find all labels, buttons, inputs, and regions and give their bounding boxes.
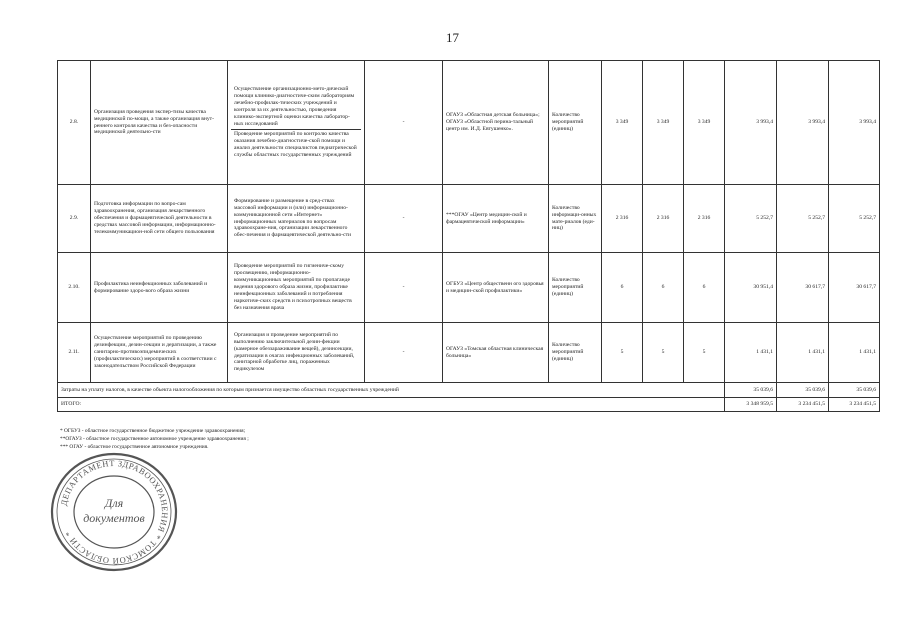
- row-indicator: Количество информаци-онных мате-риалов (еди-ниц): [549, 185, 602, 253]
- row-number: 2.9.: [58, 185, 91, 253]
- activity-item: Осуществление организационно-мето-дической помощи клинико-диагностиче-ским лабораториям лечебно-профилак-тических учреждений и контроля за их деятельностью, проведения клинико-экспертной оценки качества лаборатор-ных исследований: [234, 86, 355, 127]
- footnote: **ОГАУЗ - областное государственное автономное учреждение здравоохранения ;: [60, 435, 249, 442]
- row-executor: ОГАУЗ «Томская областная клиническая больница»: [443, 323, 549, 383]
- row-activities: [228, 61, 365, 185]
- total-row: [58, 398, 880, 412]
- row-indicator: Количество мероприятий (единиц): [549, 323, 602, 383]
- row-number: 2.10.: [58, 253, 91, 323]
- page-number: 17: [446, 30, 459, 45]
- row-sum-3: 30 617,7: [829, 253, 880, 323]
- row-number: 2.11.: [58, 323, 91, 383]
- row-activities: [228, 253, 365, 323]
- row-quantity-3: 6: [684, 253, 725, 323]
- row-executor: ОГАУЗ «Областная детская больница»; ОГАУЗ «Областной перина-тальный центр им. И.Д. Евтушенко».: [443, 61, 549, 185]
- row-indicator: Количество мероприятий (единиц): [549, 61, 602, 185]
- tax-row-sum-2: 35 039,6: [777, 383, 829, 398]
- total-row-sum-1: 3 348 959,5: [725, 398, 777, 412]
- stamp-ring-text: ДЕПАРТАМЕНТ ЗДРАВООХРАНЕНИЯ * ТОМСКОЙ ОБЛАСТИ *: [59, 458, 170, 566]
- row-dash: -: [365, 61, 443, 185]
- row-sum-2: 1 431,1: [777, 323, 829, 383]
- row-dash: -: [365, 185, 443, 253]
- table-row: [58, 185, 880, 253]
- row-quantity-2: 3 349: [643, 61, 684, 185]
- row-quantity-1: 3 349: [602, 61, 643, 185]
- row-name: Подготовка информации по вопро-сам здравоохранения, организация лекарственного обеспечения и фармацевтической деятельности в средствах массовой информации, информационно-телекоммуникацион-ной сети общего пользования: [91, 185, 228, 253]
- row-name: Профилактика неинфекционных заболеваний и формирование здоро-вого образа жизни: [91, 253, 228, 323]
- department-stamp: [48, 450, 180, 574]
- row-sum-2: 30 617,7: [777, 253, 829, 323]
- budget-table: [57, 60, 880, 412]
- row-sum-2: 5 252,7: [777, 185, 829, 253]
- row-quantity-3: 5: [684, 323, 725, 383]
- row-name: Организация проведения экспер-тизы качества медицинской по-мощи, а также организация внут-реннего контроля качества и без-опасности медицинской деятельно-сти: [91, 61, 228, 185]
- row-name: Осуществление мероприятий по проведению дезинфекции, дезин-секции и дератизации, а также санитарно-противоэпидемических (профилактических) мероприятий в соответствии с законодательством Российской Федерации: [91, 323, 228, 383]
- table-row: [58, 253, 880, 323]
- tax-row-sum-1: 35 039,6: [725, 383, 777, 398]
- row-sum-3: 5 252,7: [829, 185, 880, 253]
- activity-item: Организация и проведение мероприятий по выполнению заключительной дезин-фекции (камерное обеззараживание вещей), дезинсекции, дератизации в очагах инфекционных заболеваний, санитарной обработке лиц, пораженных педикулезом: [234, 331, 355, 373]
- row-quantity-2: 6: [643, 253, 684, 323]
- stamp-line-2: документов: [83, 511, 145, 525]
- row-quantity-1: 2 316: [602, 185, 643, 253]
- row-sum-2: 3 993,4: [777, 61, 829, 185]
- row-quantity-2: 2 316: [643, 185, 684, 253]
- stamp-line-1: Для: [104, 496, 124, 510]
- row-executor: ***ОГАУ «Центр медицин-ской и фармацевтической информации»: [443, 185, 549, 253]
- footnote: *** ОГАУ - областное государственное автономное учреждения.: [60, 443, 209, 450]
- table-row: [58, 61, 880, 185]
- row-sum-3: 3 993,4: [829, 61, 880, 185]
- row-number: 2.8.: [58, 61, 91, 185]
- row-activities: [228, 323, 365, 383]
- row-dash: -: [365, 323, 443, 383]
- row-quantity-3: 3 349: [684, 61, 725, 185]
- row-activities: [228, 185, 365, 253]
- activity-item: Проведение мероприятий по гигиениче-скому просвещению, информационно-коммуникационных мероприятий по пропаганде ведения здорового образа жизни, профилактике неинфекционных заболеваний и потребления наркотиче-ских средств и психотропных веществ без назначения врача: [234, 263, 352, 311]
- table-row: [58, 323, 880, 383]
- row-sum-1: 1 431,1: [725, 323, 777, 383]
- total-row-sum-3: 3 234 451,5: [829, 398, 880, 412]
- row-quantity-1: 6: [602, 253, 643, 323]
- footnote: * ОГБУЗ - областное государственное бюджетное учреждение здравоохранения;: [60, 428, 246, 434]
- row-dash: -: [365, 253, 443, 323]
- total-row-sum-2: 3 234 451,5: [777, 398, 829, 412]
- row-quantity-1: 5: [602, 323, 643, 383]
- total-row-label: ИТОГО:: [58, 398, 725, 412]
- row-indicator: Количество мероприятий (единиц): [549, 253, 602, 323]
- row-quantity-3: 2 316: [684, 185, 725, 253]
- tax-row: [58, 383, 880, 398]
- row-quantity-2: 5: [643, 323, 684, 383]
- activity-item: Проведение мероприятий по контролю качества оказания лечебно-диагностиче-ской помощи и анализ деятельности специалистов педиатрической службы областных государственных учреждений: [231, 129, 361, 160]
- row-executor: ОГБУЗ «Центр общественн ого здоровья и медицин-ской профилактики»: [443, 253, 549, 323]
- row-sum-3: 1 431,1: [829, 323, 880, 383]
- row-sum-1: 30 951,4: [725, 253, 777, 323]
- tax-row-sum-3: 35 039,6: [829, 383, 880, 398]
- row-sum-1: 5 252,7: [725, 185, 777, 253]
- footnotes: [60, 428, 249, 451]
- activity-item: Формирование и размещение в сред-ствах массовой информации и (или) информационно-коммуникационной сети «Интернет» информационных материалов по вопросам здравоохране-ния, организации лекарственного обес-печения и фармацевтической деятельно-сти: [234, 197, 352, 239]
- row-sum-1: 3 993,4: [725, 61, 777, 185]
- tax-row-label: Затраты на уплату налогов, в качестве объекта налогообложения по которым признается имущество областных государственных учреждений: [58, 383, 725, 398]
